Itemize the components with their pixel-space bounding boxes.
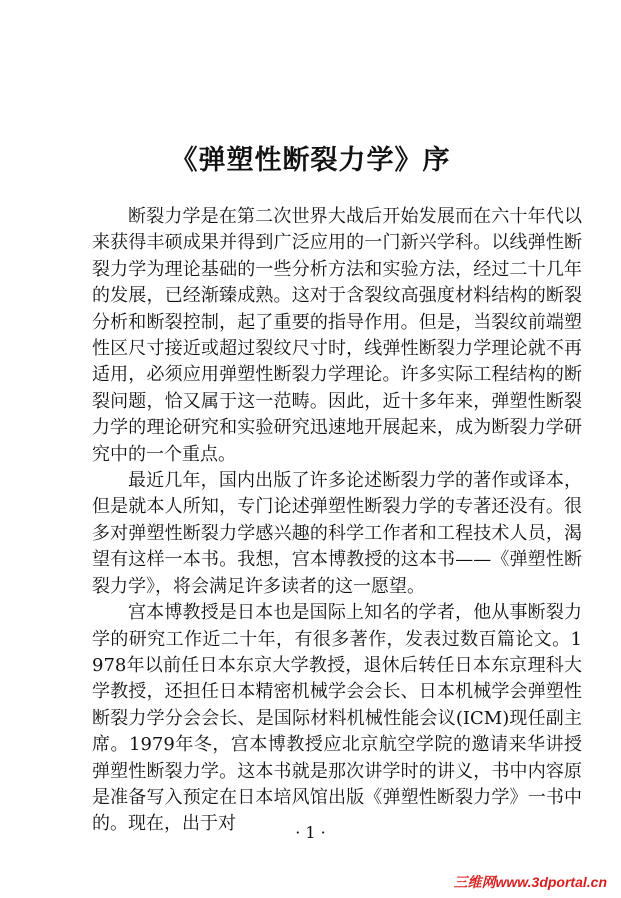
body-text xyxy=(92,204,582,838)
paragraph-3: 宫本博教授是日本也是国际上知名的学者，他从事断裂力学的研究工作近二十年，有很多著作，发表过数百篇论文。1978年以前任日本东京大学教授，退休后转任日本东京理科大学教授，还担任日本精密机械学会会长、日本机械学会弹塑性断裂力学分会会长、是国际材料机械性能会议(ICM)现任副主席。1979年冬，宫本博教授应北京航空学院的邀请来华讲授弹塑性断裂力学。这本书就是那次讲学时的讲义，书中内容原是准备写入预定在日本培风馆出版《弹塑性断裂力学》一书中的。现在，出于对 xyxy=(92,602,582,835)
paragraph-2: 最近几年，国内出版了许多论述断裂力学的著作或译本，但是就本人所知，专门论述弹塑性断裂力学的专著还没有。很多对弹塑性断裂力学感兴趣的科学工作者和工程技术人员，渴望有这样一本书。我想，宫本博教授的这本书——《弹塑性断裂力学》，将会满足许多读者的这一愿望。 xyxy=(92,470,582,597)
site-watermark: 三维网www.3dportal.cn xyxy=(453,874,607,890)
page-number: · 1 · xyxy=(295,823,326,842)
page-title: 《弹塑性断裂力学》序 xyxy=(170,145,451,176)
paragraph-1: 断裂力学是在第二次世界大战后开始发展而在六十年代以来获得丰硕成果并得到广泛应用的一门新兴学科。以线弹性断裂力学为理论基础的一些分析方法和实验方法，经过二十几年的发展，已经渐臻成熟。这对于含裂纹高强度材料结构的断裂分析和断裂控制，起了重要的指导作用。但是，当裂纹前端塑性区尺寸接近或超过裂纹尺寸时，线弹性断裂力学理论就不再适用，必须应用弹塑性断裂力学理论。许多实际工程结构的断裂问题，恰又属于这一范畴。因此，近十多年来，弹塑性断裂力学的理论研究和实验研究迅速地开展起来，成为断裂力学研究中的一个重点。 xyxy=(92,206,582,465)
